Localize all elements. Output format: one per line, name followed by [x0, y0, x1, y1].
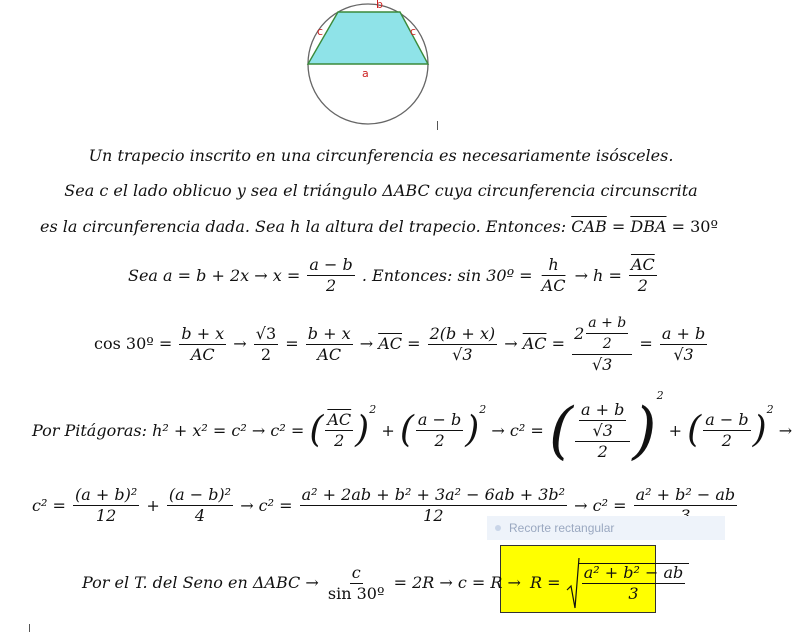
trapezoid: [308, 12, 428, 64]
eq3-lparen-1: (: [309, 409, 324, 451]
eq3-rparen-3: ): [632, 393, 657, 467]
eq4-frac-3: $\frac{\text{a² + 2ab + b² + 3a² − 6ab + 3b²}}{12}$: [301, 485, 566, 525]
trapezoid-figure: [300, 0, 440, 135]
eq2-ac-2: $\overline{AC}$: [522, 334, 547, 353]
equation-1: [128, 256, 659, 295]
text-line-3: es la circunferencia dada. Sea h la altura del trapecio. Entonces: $\overline{CAB} = \overline{DBA}$ = 30º: [40, 217, 718, 236]
eq4-arrow: → c² =: [240, 495, 293, 515]
eq4-plus: +: [146, 495, 160, 515]
eq5-sqrt: [566, 556, 690, 610]
text-cursor: [437, 121, 438, 130]
eq5-frac-1: $\frac{c}{\text{sin 30º}}$: [327, 562, 385, 603]
eq3-frac-1: $\frac{\overline{AC}}{2}$: [327, 410, 352, 450]
eq3-frac-3-inner: $\frac{a + b}{√3}$: [581, 399, 625, 440]
eq3-frac-4: $\frac{a - b}{2}$: [705, 410, 749, 450]
eq2-equals-1: =: [285, 334, 299, 353]
text-cursor-bottom: [29, 624, 30, 632]
eq3-rparen-4: ): [752, 409, 767, 451]
eq3-rparen-1: ): [355, 409, 370, 451]
eq2-pre: cos 30º =: [94, 334, 173, 353]
eq5-result-pre: R =: [530, 573, 561, 592]
eq3-frac-3: $\frac{\frac{a + b}{√3}}{2}$: [575, 401, 630, 461]
line3-pre: es la circunferencia dada. Sea h la altura del trapecio. Entonces:: [40, 217, 572, 236]
eq4-frac-2: $\frac{\text{(a − b)²}}{4}$: [168, 485, 232, 525]
label-a: a: [362, 67, 369, 80]
eq1-mid: . Entonces: sin 30º =: [361, 265, 533, 285]
eq3-lparen-2: (: [399, 409, 414, 451]
label-c-right: c: [410, 25, 417, 38]
eq4-pre: c² =: [32, 495, 66, 515]
eq2-arrow-1: →: [233, 334, 247, 353]
eq1-frac-x: $\frac{a - b}{2}$: [309, 255, 353, 295]
eq2-frac-5: 2 $\frac{a + b}{2}$ √3: [572, 314, 632, 374]
eq1-frac-sin: $\frac{h}{AC}$: [541, 255, 566, 295]
label-b: b: [376, 0, 383, 11]
eq3-pre: Por Pitágoras:: [32, 420, 147, 440]
eq5-pre: Por el T. del Seno en ΔABC →: [82, 573, 319, 592]
eq2-arrow-3: →: [504, 334, 518, 353]
eq5-result-frac: $\frac{\text{a² + b² − ab}}{3}$: [583, 563, 684, 603]
eq2-equals-2: =: [407, 334, 421, 353]
eq3-expr: h² + x² = c² → c² =: [152, 420, 305, 440]
eq3-lparen-4: (: [687, 409, 702, 451]
angle-dba: $\overline{DBA}$: [630, 217, 667, 236]
eq2-frac-3: $\frac{b + x}{AC}$: [307, 323, 351, 364]
eq2-frac-1: $\frac{b + x}{AC}$: [181, 323, 225, 364]
equation-3: Por Pitágoras: h² + x² = c² → c² = ( $\frac{\overline{AC}}{2}$ )$^2$ + ( $\frac{a - b}{2}$ )$^2$ → c² = ( $\frac{\frac{a + b}{√3}}{2}$ )$^2$ + ( $\frac{a - b}{2}$ )$^2$ →: [32, 389, 792, 467]
eq3-frac-2: $\frac{a - b}{2}$: [417, 410, 462, 450]
eq4-arrow-2: → c² =: [574, 495, 627, 515]
eq1-pre: Sea a = b + 2x → x =: [128, 265, 301, 285]
eq2-equals-3: =: [551, 334, 565, 353]
eq2-ac-1: $\overline{AC}$: [378, 334, 402, 353]
eq2-frac-5-pre: 2: [574, 323, 585, 343]
eq3-rparen-2: ): [465, 409, 480, 451]
eq2-frac-6: $\frac{a + b}{√3}$: [661, 323, 706, 364]
snip-mode-icon: [495, 525, 501, 531]
eq1-frac-h: $\frac{\overline{AC}}{2}$: [630, 255, 655, 295]
eq2-frac-4: $\frac{2(b + x)}{√3}$: [429, 323, 496, 364]
eq2-frac-5-inner: $\frac{a + b}{2}$: [588, 315, 627, 352]
text-line-1: Un trapecio inscrito en una circunferencia es necesariamente isósceles.: [88, 146, 674, 165]
eq2-equals-4: =: [639, 334, 653, 353]
equation-2: [94, 314, 709, 374]
eq4-frac-1: $\frac{\text{(a + b)²}}{12}$: [74, 485, 138, 525]
eq4-frac-4: a² + b² − ab: [635, 485, 736, 504]
eq3-plus-1: +: [381, 420, 395, 440]
angle-cab: $\overline{CAB}$: [571, 217, 607, 236]
eq3-lparen-3: (: [548, 393, 574, 467]
equation-5: [82, 556, 689, 610]
eq3-arrow: → c² =: [491, 420, 544, 440]
eq3-plus-2: +: [668, 420, 683, 440]
snip-mode-text: Recorte rectangular: [509, 521, 615, 535]
label-c-left: c: [317, 25, 324, 38]
eq2-arrow-2: →: [359, 334, 374, 353]
text-line-2: Sea c el lado oblicuo y sea el triángulo ΔABC cuya circunferencia circunscrita: [64, 181, 698, 200]
eq3-arrow-2: →: [778, 420, 792, 440]
eq2-frac-2: $\frac{√3}{2}$: [255, 323, 277, 364]
eq5-mid: = 2R → c = R →: [393, 573, 521, 592]
snip-mode-label[interactable]: [487, 516, 725, 540]
line3-post: = 30º: [671, 217, 718, 236]
eq1-arrow: → h =: [574, 265, 622, 285]
